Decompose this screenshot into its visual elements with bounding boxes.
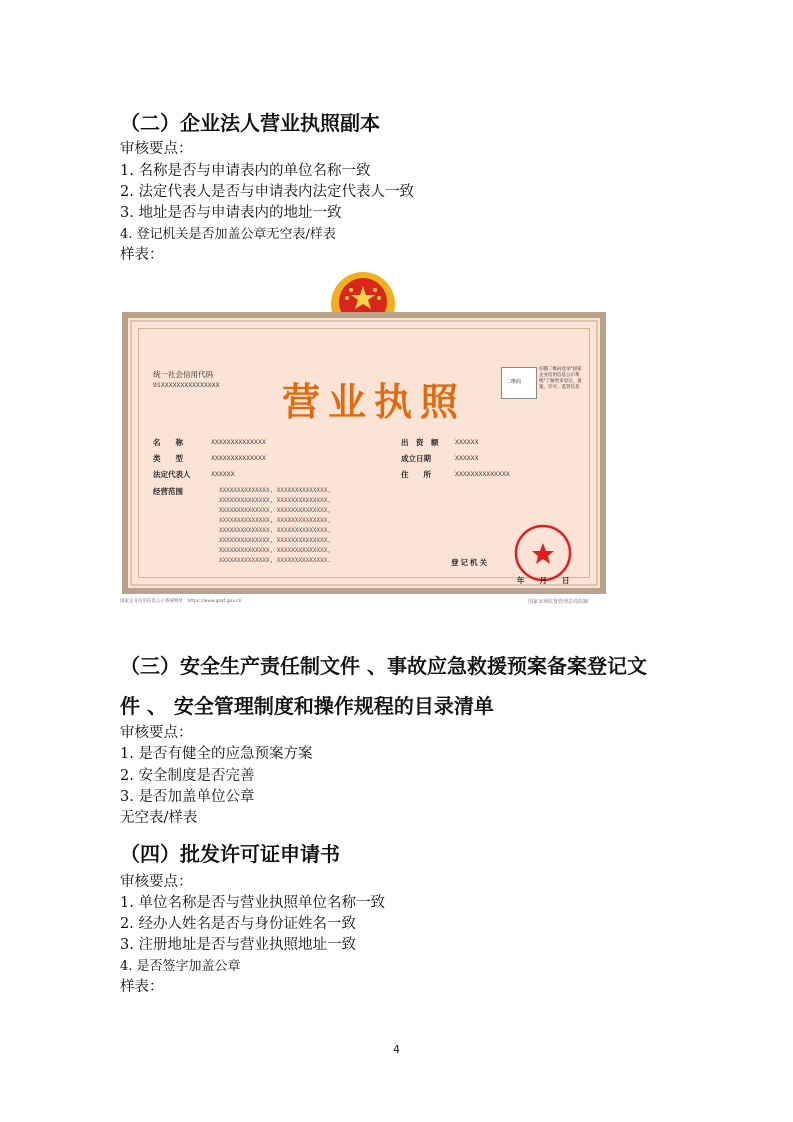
licence-name-value: XXXXXXXXXXXXXX [211, 438, 266, 446]
section2-review-label: 审核要点： [120, 141, 193, 157]
section3-heading-line1: （三）安全生产责任制文件 、事故应急救援预案备案登记文 [120, 654, 647, 678]
section3-heading-line2: 件 、 安全管理制度和操作规程的目录清单 [120, 694, 494, 718]
licence-authority-label: 登记机关 [451, 558, 489, 567]
section4-item-1: 1. 单位名称是否与营业执照单位名称一致 [120, 895, 385, 911]
section4-sample-label: 样表： [120, 979, 164, 995]
licence-footer-right: 国家市场监督管理总局监制 [528, 599, 589, 605]
licence-rep-label: 法定代表人 [153, 470, 191, 479]
licence-scope-line: XXXXXXXXXXXXXX, XXXXXXXXXXXXXX, [219, 487, 331, 494]
licence-scope-line: XXXXXXXXXXXXXX, XXXXXXXXXXXXXX, [219, 507, 331, 514]
section2-item-4: 4. 登记机关是否加盖公章无空表/样表 [120, 227, 336, 242]
licence-name-label: 名 称 [153, 438, 183, 447]
licence-scope-line: XXXXXXXXXXXXXX, XXXXXXXXXXXXXX, [219, 547, 331, 554]
section2-item-1: 1. 名称是否与申请表内的单位名称一致 [120, 163, 371, 179]
section4-item-4: 4. 是否签字加盖公章 [120, 959, 241, 974]
licence-capital-label: 出 资 额 [401, 438, 439, 447]
business-licence-sample [120, 270, 610, 612]
page-number: 4 [393, 1043, 400, 1056]
licence-scope-label: 经营范围 [153, 487, 183, 496]
qr-label: 二维码 [506, 379, 522, 385]
licence-credit-code-label: 统一社会信用代码 [153, 370, 213, 379]
licence-address-label: 住 所 [401, 470, 431, 479]
section4-review-label: 审核要点： [120, 874, 193, 890]
licence-date-value: XXXXXX [455, 454, 479, 462]
section4-heading: （四）批发许可证申请书 [120, 842, 340, 866]
section2-item-2: 2. 法定代表人是否与申请表内法定代表人一致 [120, 184, 414, 200]
qr-code-icon [501, 367, 537, 399]
licence-title: 营业执照 [282, 380, 467, 424]
section4-item-3: 3. 注册地址是否与营业执照地址一致 [120, 937, 356, 953]
licence-date-label: 成立日期 [401, 454, 431, 463]
licence-type-value: XXXXXXXXXXXXXX [211, 454, 266, 462]
section3-item-1: 1. 是否有健全的应急预案方案 [120, 746, 313, 762]
section3-item-2: 2. 安全制度是否完善 [120, 768, 255, 784]
licence-scope-line: XXXXXXXXXXXXXX, XXXXXXXXXXXXXX, [219, 497, 331, 504]
licence-frame [122, 312, 606, 594]
section3-note: 无空表/样表 [120, 810, 198, 826]
licence-rep-value: XXXXXX [211, 470, 235, 478]
licence-capital-value: XXXXXX [455, 438, 479, 446]
licence-type-label: 类 型 [153, 454, 183, 463]
licence-credit-code-value: 91XXXXXXXXXXXXXXX [153, 381, 220, 389]
official-seal-icon [513, 523, 573, 583]
qr-note: 扫描二维码登录"国家企业信用信息公示系统"了解更多登记、备案、许可、监管信息 [539, 367, 582, 390]
licence-scope-line: XXXXXXXXXXXXXX, XXXXXXXXXXXXXX, [219, 537, 331, 544]
licence-date-sign: 年 月 日 [517, 576, 570, 585]
licence-address-value: XXXXXXXXXXXXXX [455, 470, 510, 478]
section3-item-3: 3. 是否加盖单位公章 [120, 789, 255, 805]
licence-scope-line: XXXXXXXXXXXXXX, XXXXXXXXXXXXXX, [219, 527, 331, 534]
section4-item-2: 2. 经办人姓名是否与身份证姓名一致 [120, 916, 356, 932]
section3-review-label: 审核要点： [120, 725, 193, 741]
licence-scope-line: XXXXXXXXXXXXXX, XXXXXXXXXXXXXX. [219, 557, 331, 564]
section2-heading: （二）企业法人营业执照副本 [120, 111, 380, 135]
section2-sample-label: 样表： [120, 247, 164, 263]
licence-scope-line: XXXXXXXXXXXXXX, XXXXXXXXXXXXXX, [219, 517, 331, 524]
licence-footer-left: 国家企业信用信息公示系统网址：https://www.gsxt.gov.cn [120, 599, 242, 604]
section2-item-3: 3. 地址是否与申请表内的地址一致 [120, 205, 342, 221]
